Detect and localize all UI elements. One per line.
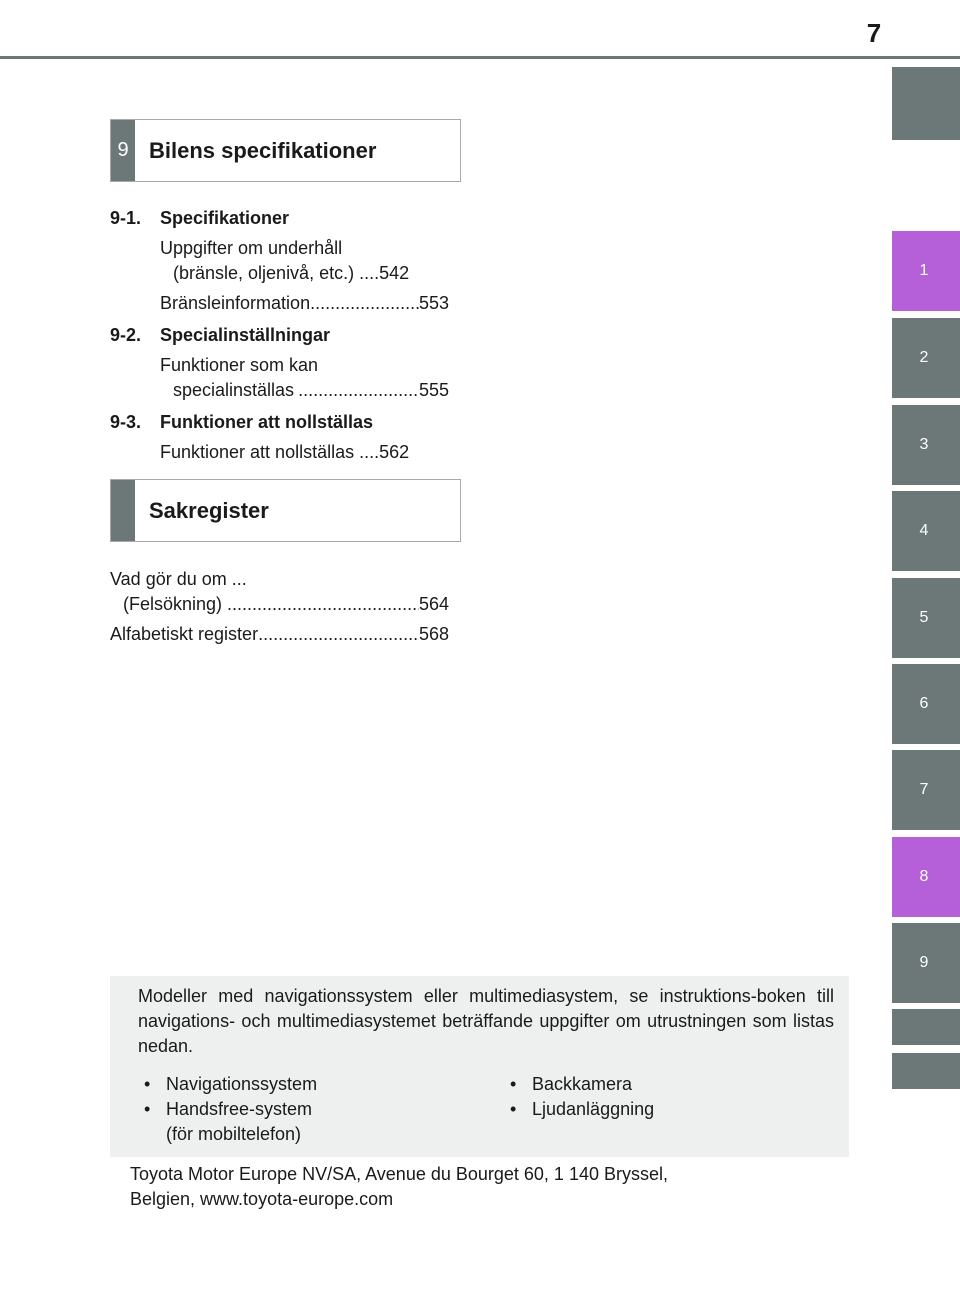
index-header-bar	[111, 480, 135, 541]
top-rule	[0, 56, 960, 59]
chapter-tab-9[interactable]	[892, 923, 960, 1003]
footer-address	[130, 1162, 668, 1212]
subsection-title: Specialinställningar	[160, 325, 331, 345]
subsection-number: 9-2.	[110, 325, 142, 345]
chapter-tab-label: 5	[919, 609, 929, 626]
toc-entry-text: specialinställas	[173, 380, 295, 400]
toc-entry-line1[interactable]: Funktioner som kan	[160, 355, 319, 375]
section-9-header	[110, 119, 461, 182]
chapter-tab-2[interactable]	[892, 318, 960, 398]
chapter-tab-blank-top[interactable]	[892, 67, 960, 140]
leader-dots	[310, 292, 419, 314]
chapter-tab-label: 6	[919, 695, 929, 712]
subsection-title: Funktioner att nollställas	[160, 412, 374, 432]
subsection-number: 9-3.	[110, 412, 142, 432]
toc-entry-line2[interactable]: (bränsle, oljenivå, etc.) ....542	[173, 263, 410, 283]
section-number: 9	[111, 120, 135, 181]
subsection-heading-9-3[interactable]	[110, 411, 373, 433]
index-entry-text: (Felsökning)	[123, 594, 223, 614]
toc-page-number: 553	[418, 293, 449, 313]
page-number: 7	[866, 18, 882, 48]
chapter-tab-label: 1	[919, 262, 929, 279]
toc-entry-text: Bränsleinformation	[160, 293, 311, 313]
chapter-tab-6[interactable]	[892, 664, 960, 744]
bullet-navigationssystem: • Navigationssystem	[144, 1074, 318, 1094]
footer-line1: Toyota Motor Europe NV/SA, Avenue du Bourget 60, 1 140 Bryssel,	[130, 1164, 668, 1184]
toc-entry-specialinstallas[interactable]	[173, 379, 449, 401]
leader-dots	[294, 379, 419, 401]
chapter-tab-blank-a[interactable]	[892, 1009, 960, 1045]
index-entry-felsokning[interactable]	[123, 593, 449, 615]
index-entry-text: Alfabetiskt register	[110, 624, 259, 644]
subsection-title: Specifikationer	[160, 208, 290, 228]
toc-entry-bransleinformation[interactable]	[160, 292, 449, 314]
chapter-tab-label: 7	[919, 781, 929, 798]
bullet-handsfree-system: • Handsfree-system	[144, 1099, 313, 1119]
index-header	[110, 479, 461, 542]
index-page-number: 564	[418, 594, 449, 614]
toc-entry-funktioner-att-nollstallas[interactable]: Funktioner att nollställas ....562	[160, 442, 410, 462]
chapter-tab-label: 3	[919, 436, 929, 453]
index-entry-line1[interactable]: Vad gör du om ...	[110, 569, 247, 589]
toc-page-number: 555	[418, 380, 449, 400]
chapter-tab-8[interactable]	[892, 837, 960, 917]
chapter-tab-3[interactable]	[892, 405, 960, 485]
chapter-tab-label: 9	[919, 954, 929, 971]
section-title: Bilens specifikationer	[149, 137, 377, 163]
chapter-tab-label: 2	[919, 349, 929, 366]
subsection-heading-9-1[interactable]	[110, 207, 289, 229]
chapter-tab-4[interactable]	[892, 491, 960, 571]
footer-line2: Belgien, www.toyota-europe.com	[130, 1189, 394, 1209]
index-title: Sakregister	[149, 497, 269, 523]
bullet-backkamera: • Backkamera	[510, 1074, 633, 1094]
info-box	[110, 976, 849, 1157]
chapter-tab-blank-b[interactable]	[892, 1053, 960, 1089]
chapter-tab-7[interactable]	[892, 750, 960, 830]
index-page-number: 568	[418, 624, 449, 644]
toc-entry-line1[interactable]: Uppgifter om underhåll	[160, 238, 343, 258]
bullet-ljudanlaggning: • Ljudanläggning	[510, 1099, 655, 1119]
info-text: Modeller med navigationssystem eller multimediasystem, se instruktions-boken till navigations- och multimediasystemet beträffande uppgifter om utrustningen som listas nedan.	[138, 986, 834, 1056]
bullet-continuation: (för mobiltelefon)	[166, 1124, 302, 1144]
leader-dots	[258, 623, 419, 645]
chapter-tab-5[interactable]	[892, 578, 960, 658]
chapter-tab-label: 4	[919, 522, 929, 539]
chapter-tab-label: 8	[919, 868, 929, 885]
index-entry-alfabetiskt-register[interactable]	[110, 623, 449, 645]
leader-dots	[222, 593, 419, 615]
chapter-tab-1[interactable]	[892, 231, 960, 311]
subsection-heading-9-2[interactable]	[110, 324, 330, 346]
subsection-number: 9-1.	[110, 208, 142, 228]
